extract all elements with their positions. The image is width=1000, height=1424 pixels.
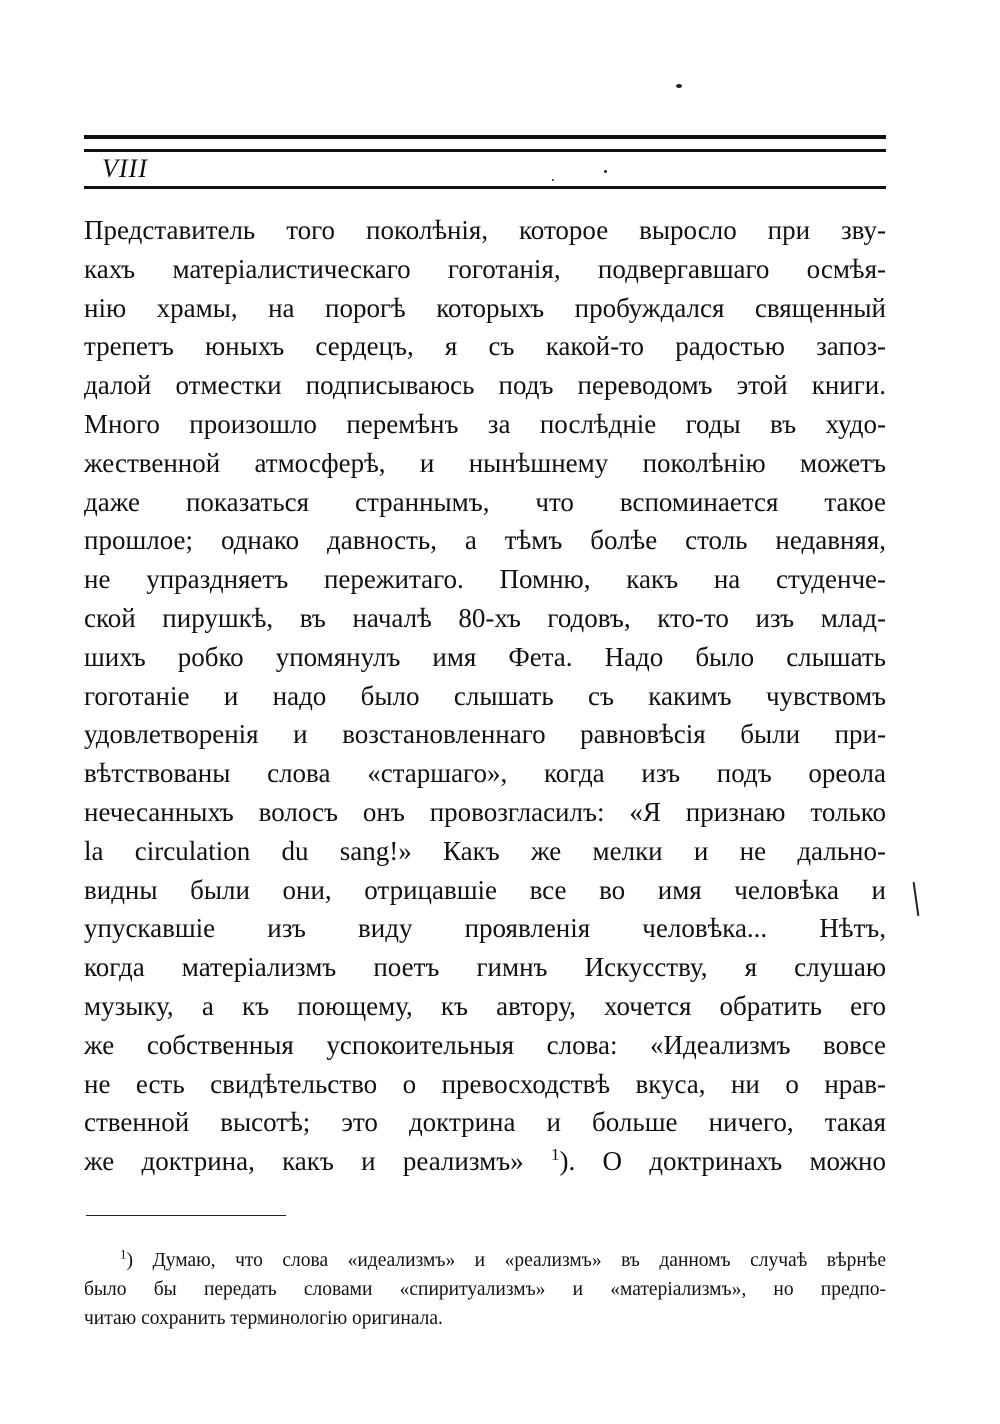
footnote-marker: 1	[120, 1246, 127, 1262]
text-line: когда матеріализмъ поетъ гимнъ Искусству, я слушаю	[84, 952, 886, 983]
text-line: удовлетворенія и возстановленнаго равновѣсія были при-	[84, 719, 886, 750]
text-line: далой отместки подписываюсь подъ переводомъ этой книги.	[84, 370, 886, 401]
footnote-line	[84, 1246, 886, 1275]
text-line: кахъ матеріалистическаго гоготанія, подвергавшаго осмѣя-	[84, 253, 886, 284]
text-line-last-start: же доктрина, какъ и реализмъ»	[84, 1146, 524, 1177]
text-line: упускавшіе изъ виду проявленія человѣка... Нѣтъ,	[84, 913, 886, 944]
header-rule-middle	[84, 149, 886, 152]
text-line: даже показаться страннымъ, что вспоминается такое	[84, 486, 886, 517]
page-number: VIII	[102, 154, 148, 183]
text-line: прошлое; однако давность, а тѣмъ болѣе столь недавняя,	[84, 525, 886, 556]
footnote-line: было бы передать словами «спиритуализмъ» и «матеріализмъ», но предпо-	[84, 1279, 886, 1300]
text-line-last	[84, 1142, 886, 1181]
footnote	[84, 1246, 886, 1333]
ink-speck	[552, 179, 554, 181]
text-line: трепетъ юныхъ сердецъ, я съ какой-то радостью запоз-	[84, 331, 886, 362]
text-line: la circulation du sang!» Какъ же мелки и не дально-	[84, 835, 886, 866]
body-text	[84, 211, 886, 1181]
footnote-line: читаю сохранить терминологію оригинала.	[84, 1308, 443, 1329]
text-line: Представитель того поколѣнія, которое выросло при зву-	[84, 215, 886, 245]
text-line: не есть свидѣтельство о превосходствѣ вкуса, ни о нрав-	[84, 1068, 886, 1099]
header-rule-top	[84, 135, 886, 139]
text-line: Много произошло перемѣнъ за послѣдніе годы въ худо-	[84, 408, 886, 439]
footnote-line-text: ) Думаю, что слова «идеализмъ» и «реализмъ» въ данномъ случаѣ вѣрнѣе	[126, 1250, 886, 1271]
margin-mark	[913, 882, 920, 916]
ink-speck	[676, 84, 682, 88]
text-line-last-end: ). О доктринахъ можно	[559, 1146, 886, 1177]
text-line: вѣтствованы слова «старшаго», когда изъ подъ ореола	[84, 758, 886, 789]
text-line: нечесанныхъ волосъ онъ провозгласилъ: «Я признаю только	[84, 796, 886, 827]
text-line: ской пирушкѣ, въ началѣ 80-хъ годовъ, кто-то изъ млад-	[84, 602, 886, 633]
text-line: музыку, а къ поющему, къ автору, хочется обратить его	[84, 990, 886, 1021]
footnote-divider	[86, 1215, 286, 1216]
text-line: гоготаніе и надо было слышать съ какимъ чувствомъ	[84, 680, 886, 711]
text-line: же собственныя успокоительныя слова: «Идеализмъ вовсе	[84, 1029, 886, 1060]
text-line: не упраздняетъ пережитаго. Помню, какъ на студенче-	[84, 564, 886, 595]
text-line: шихъ робко упомянулъ имя Фета. Надо было слышать	[84, 641, 886, 672]
text-line: видны были они, отрицавшіе все во имя человѣка и	[84, 874, 886, 905]
text-line: ственной высотѣ; это доктрина и больше ничего, такая	[84, 1107, 886, 1138]
header-rule-bottom	[84, 186, 886, 189]
ink-speck	[604, 170, 607, 173]
text-line: жественной атмосферѣ, и нынѣшнему поколѣнію можетъ	[84, 447, 886, 478]
footnote-reference[interactable]: 1	[550, 1145, 560, 1165]
text-line: нію храмы, на порогѣ которыхъ пробуждался священный	[84, 292, 886, 323]
